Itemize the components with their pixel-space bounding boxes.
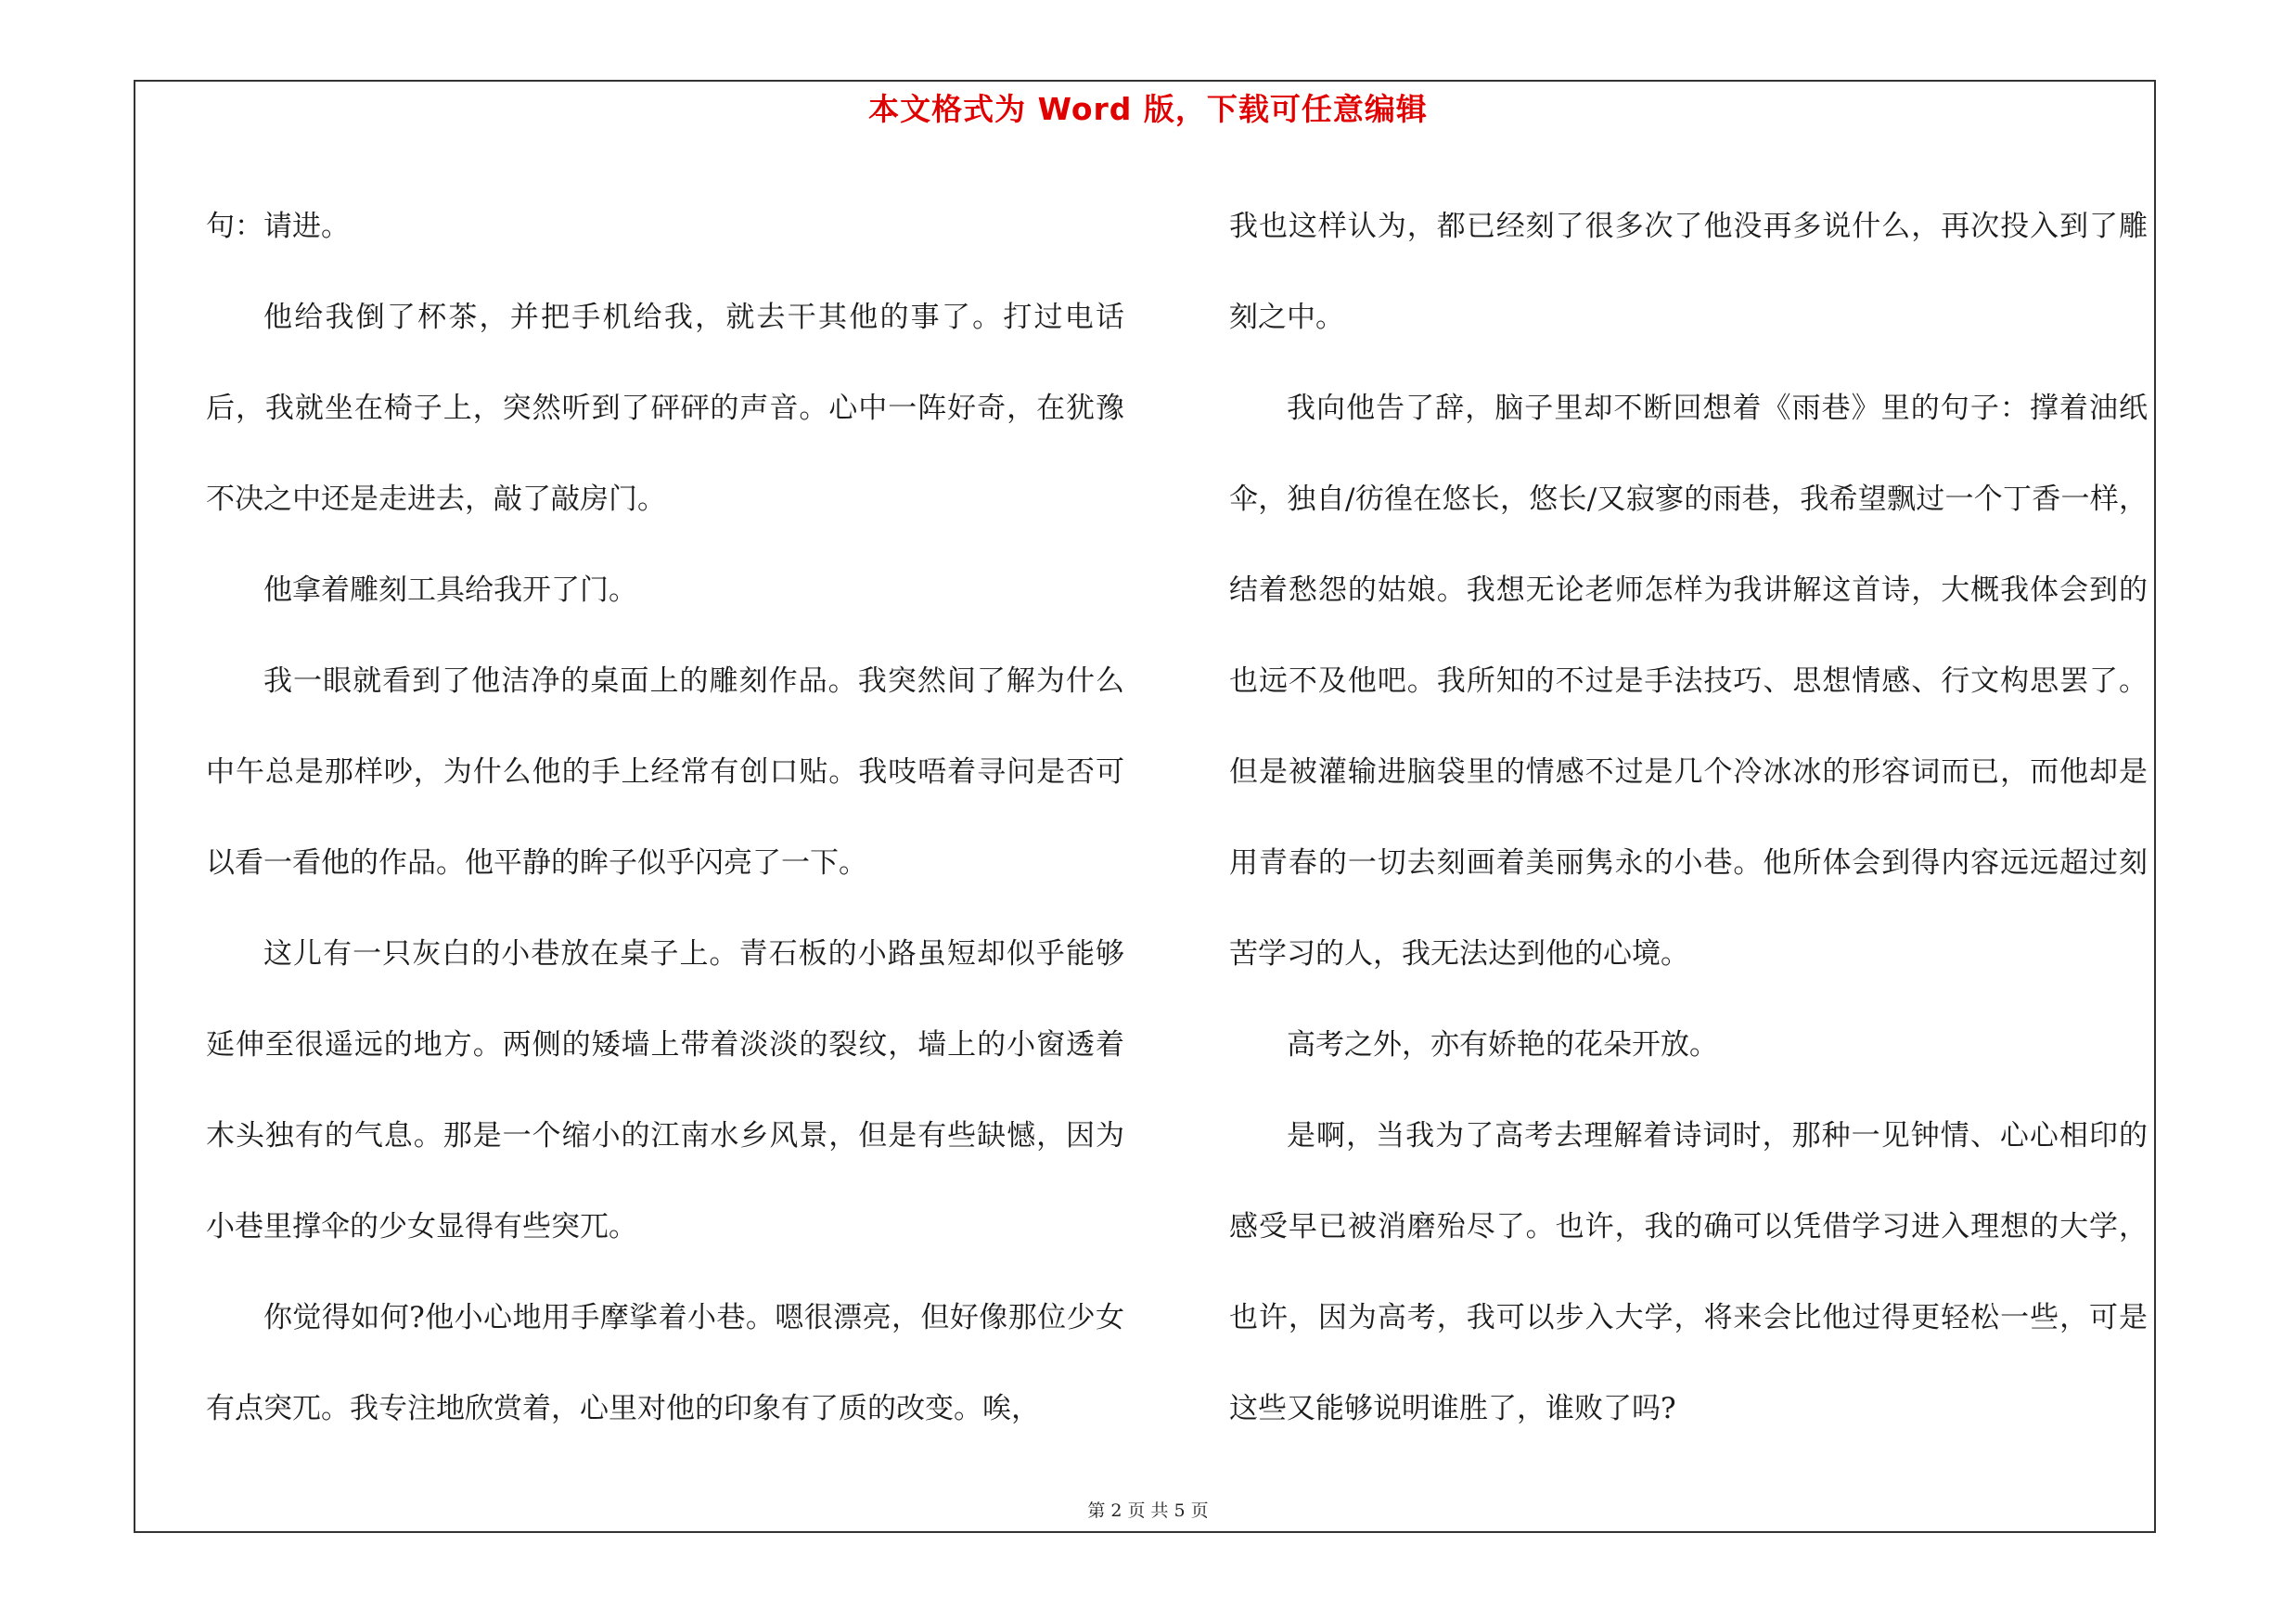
paragraph: 你觉得如何?他小心地用手摩挲着小巷。嗯很漂亮，但好像那位少女有点突兀。我专注地欣赏着，心里对他的印象有了质的改变。唉， (206, 1301, 1124, 1425)
left-text-column (206, 181, 1124, 1454)
format-notice-banner: 本文格式为 Word 版，下载可任意编辑 (868, 91, 1428, 127)
paragraph: 我向他告了辞，脑子里却不断回想着《雨巷》里的句子：撑着油纸伞，独自/彷徨在悠长，悠长/又寂寥的雨巷，我希望飘过一个丁香一样，结着愁怨的姑娘。我想无论老师怎样为我讲解这首诗，大概我体会到的也远不及他吧。我所知的不过是手法技巧、思想情感、行文构思罢了。但是被灌输进脑袋里的情感不过是几个冷冰冰的形容词而已，而他却是用青春的一切去刻画着美丽隽永的小巷。他所体会到得内容远远超过刻苦学习的人，我无法达到他的心境。 (1229, 392, 2148, 971)
paragraph-continuation: 句：请进。 (206, 210, 350, 243)
paragraph: 这儿有一只灰白的小巷放在桌子上。青石板的小路虽短却似乎能够延伸至很遥远的地方。两侧的矮墙上带着淡淡的裂纹，墙上的小窗透着木头独有的气息。那是一个缩小的江南水乡风景，但是有些缺憾，因为小巷里撑伞的少女显得有些突兀。 (206, 937, 1124, 1243)
paragraph: 我一眼就看到了他洁净的桌面上的雕刻作品。我突然间了解为什么中午总是那样吵，为什么他的手上经常有创口贴。我吱唔着寻问是否可以看一看他的作品。他平静的眸子似乎闪亮了一下。 (206, 664, 1124, 880)
page-number-footer: 第 2 页 共 5 页 (1087, 1501, 1209, 1521)
paragraph: 他给我倒了杯茶，并把手机给我，就去干其他的事了。打过电话后，我就坐在椅子上，突然听到了砰砰的声音。心中一阵好奇，在犹豫不决之中还是走进去，敲了敲房门。 (206, 301, 1124, 516)
paragraph: 他拿着雕刻工具给我开了门。 (263, 573, 637, 607)
paragraph: 高考之外，亦有娇艳的花朵开放。 (1287, 1028, 1718, 1062)
right-text-column (1229, 181, 2148, 1454)
paragraph: 是啊，当我为了高考去理解着诗词时，那种一见钟情、心心相印的感受早已被消磨殆尽了。也许，我的确可以凭借学习进入理想的大学，也许，因为高考，我可以步入大学，将来会比他过得更轻松一些，可是这些又能够说明谁胜了，谁败了吗? (1229, 1119, 2148, 1425)
paragraph-continuation: 我也这样认为，都已经刻了很多次了他没再多说什么，再次投入到了雕刻之中。 (1229, 210, 2148, 334)
